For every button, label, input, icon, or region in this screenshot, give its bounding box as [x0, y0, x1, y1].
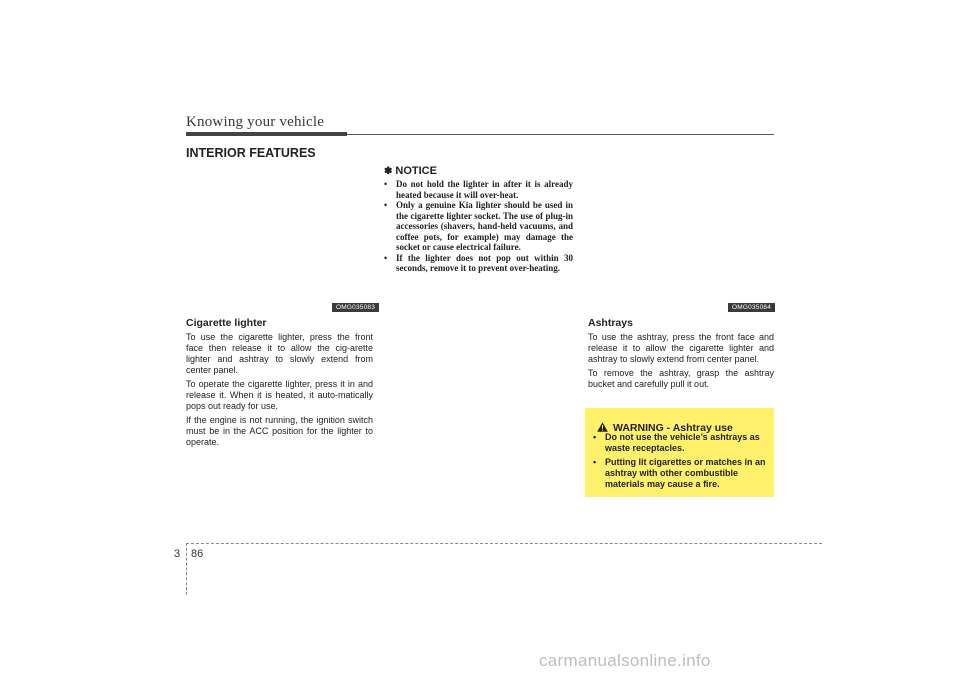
notice-item: [384, 200, 573, 253]
page-number: 86: [191, 548, 204, 560]
notice-item: [384, 253, 573, 274]
ashtrays-paragraph: To remove the ashtray, grasp the ashtray bucket and carefully pull it out.: [588, 368, 774, 389]
cigarette-paragraph: To operate the cigarette lighter, press it in and release it. When it is heated, it auto-matically pops out ready for use.: [186, 379, 373, 411]
warning-item: [593, 457, 768, 490]
chapter-number: 3: [174, 548, 181, 560]
header-rule-accent: [186, 132, 347, 136]
warning-item-text: Putting lit cigarettes or matches in an ashtray with other combustible materials may cause a fire.: [605, 457, 766, 489]
bullet-icon: •: [384, 252, 388, 263]
notice-title-text: NOTICE: [395, 165, 437, 177]
image-code-right: OMG035084: [728, 303, 775, 312]
warning-list: [593, 432, 768, 493]
notice-item-text: Only a genuine Kia lighter should be used in the cigarette lighter socket. The use of plug-in accessories (shavers, hand-held vacuums, and coffee pots, for example) may damage the socket or cause electrical failure.: [396, 200, 573, 252]
notice-list: [384, 179, 573, 274]
bullet-icon: •: [384, 200, 388, 210]
ashtrays-section: [588, 317, 774, 393]
page-header-title: Knowing your vehicle: [186, 114, 325, 130]
cigarette-lighter-heading: Cigarette lighter: [186, 317, 267, 329]
notice-item-text: If the lighter does not pop out within 30 seconds, remove it to prevent over-heating.: [396, 252, 573, 273]
section-title: INTERIOR FEATURES: [186, 146, 316, 160]
ashtrays-heading: Ashtrays: [588, 317, 633, 329]
notice-item-text: Do not hold the lighter in after it is already heated because it will over-heat.: [396, 179, 573, 200]
notice-box: [384, 165, 573, 274]
cigarette-paragraph: To use the cigarette lighter, press the front face then release it to allow the cig-arette lighter and ashtray to slowly extend from center panel.: [186, 332, 373, 375]
notice-star-icon: ✽: [384, 166, 393, 177]
bullet-icon: •: [593, 457, 597, 467]
cigarette-paragraph: If the engine is not running, the ignition switch must be in the ACC position for the lighter to operate.: [186, 415, 373, 447]
warning-title: WARNING - Ashtray use: [613, 422, 733, 434]
bullet-icon: •: [384, 179, 388, 189]
cigarette-lighter-section: [186, 317, 373, 451]
image-code-left: OMG035083: [332, 303, 379, 312]
notice-item: [384, 179, 573, 200]
footer-rule: [186, 543, 822, 544]
warning-box: [585, 408, 774, 497]
notice-title: [384, 165, 573, 177]
footer-divider: [186, 543, 187, 595]
watermark: carmanualsonline.info: [539, 651, 711, 670]
warning-item-text: Do not use the vehicle’s ashtrays as waste receptacles.: [605, 432, 760, 453]
ashtrays-paragraph: To use the ashtray, press the front face and release it to allow the cigarette lighter and ashtray to slowly extend from center panel.: [588, 332, 774, 364]
bullet-icon: •: [593, 432, 597, 442]
warning-item: [593, 432, 768, 454]
